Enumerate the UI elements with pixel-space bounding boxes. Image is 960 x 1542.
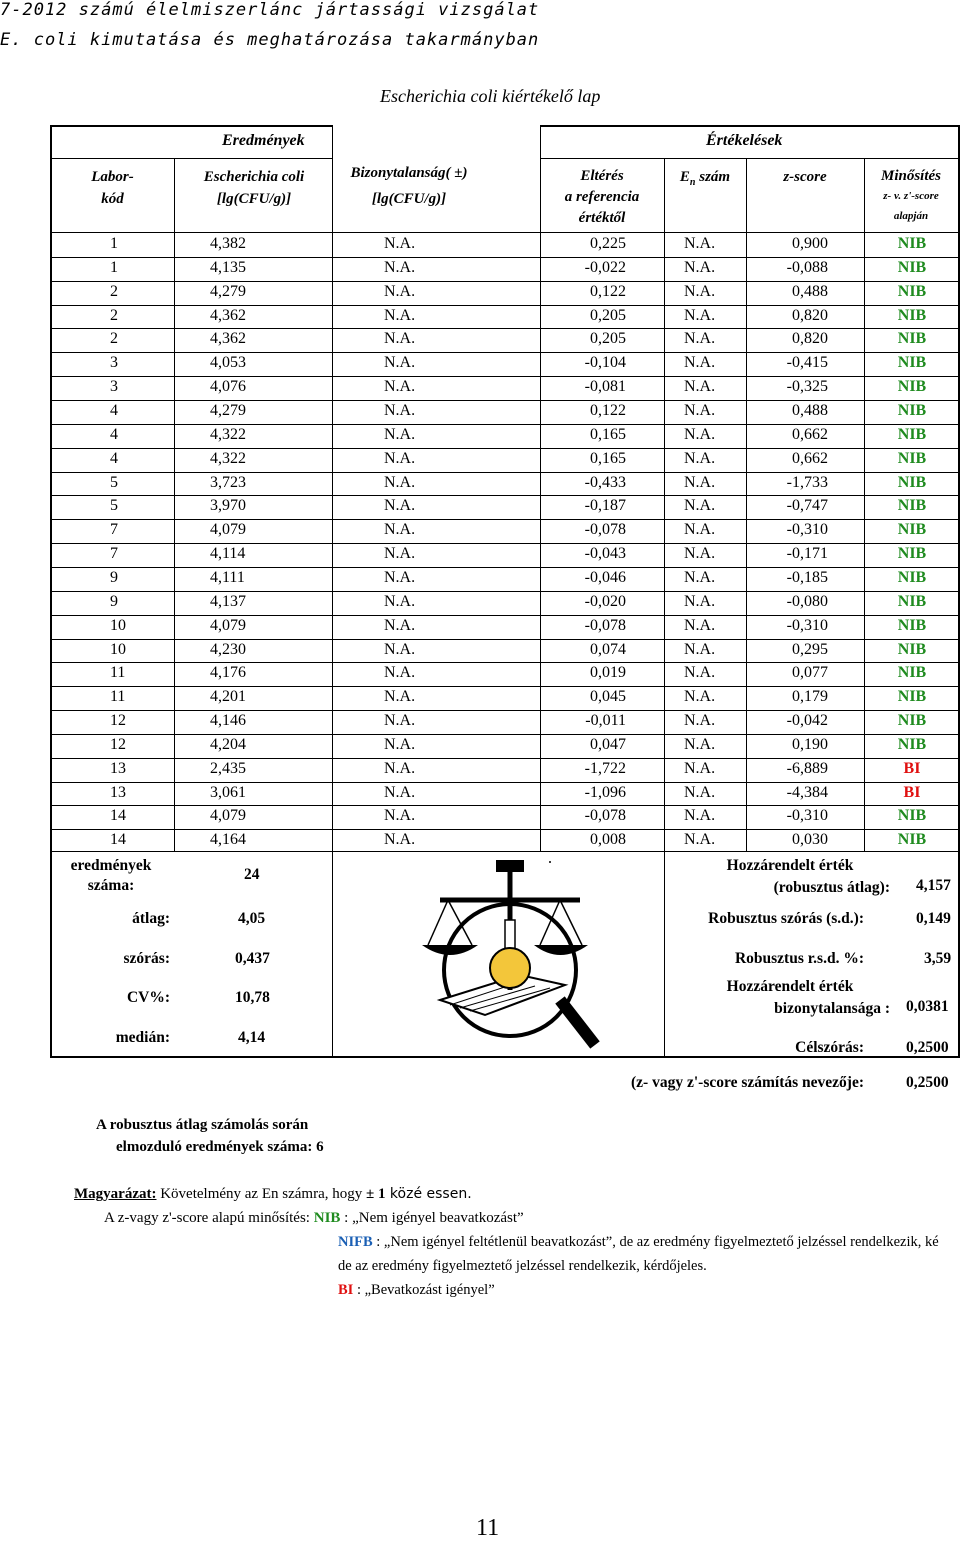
row-divider (50, 686, 960, 687)
uncertainty-cell: N.A. (384, 378, 416, 396)
deviation-cell: 0,205 (590, 306, 626, 324)
qualification-cell: NIB (897, 616, 927, 634)
en-cell: N.A. (684, 235, 716, 252)
assigned-label: Hozzárendelt érték (robusztus átlag): (726, 857, 890, 896)
ecoli-value-cell: 4,146 (210, 712, 246, 729)
uncertainty-cell: N.A. (384, 449, 416, 467)
lab-code-cell: 3 (110, 378, 118, 396)
deviation-cell: -0,022 (584, 258, 626, 276)
qualification-cell: NIB (897, 378, 927, 396)
zscore-cell: -0,185 (786, 568, 828, 586)
en-cell: N.A. (684, 664, 716, 682)
qualification-cell: NIB (897, 592, 927, 610)
zscore-cell: 0,179 (792, 688, 828, 706)
qualification-cell: NIB (897, 449, 927, 467)
sheet-title: Escherichia coli kiértékelő lap (380, 86, 601, 106)
ecoli-value-cell: 4,114 (210, 545, 246, 562)
zscore-cell: -6,889 (786, 759, 828, 777)
qualification-cell: NIB (897, 688, 927, 706)
count-label: eredmények száma: (70, 857, 152, 894)
ecoli-value-cell: 4,362 (210, 306, 246, 324)
uncertainty-cell: N.A. (384, 473, 416, 491)
uncertainty-cell: N.A. (384, 735, 416, 753)
row-divider (50, 710, 960, 711)
en-cell: N.A. (684, 378, 716, 396)
ecoli-value-cell: 4,164 (210, 831, 246, 849)
col-zscore: z-score (783, 169, 827, 185)
deviation-cell: 0,165 (590, 449, 626, 467)
deviation-cell: 0,047 (590, 735, 626, 753)
robust-rsd-label: Robusztus r.s.d. %: (734, 950, 864, 967)
zscore-cell: -0,747 (786, 497, 828, 515)
row-divider (50, 328, 960, 329)
zscore-cell: -0,310 (786, 807, 828, 825)
uncertainty-cell: N.A. (384, 688, 416, 706)
uncertainty-value: 0,0381 (906, 998, 949, 1015)
ecoli-value-cell: 4,204 (210, 735, 246, 753)
deviation-cell: -0,187 (584, 497, 626, 515)
row-divider (50, 495, 960, 496)
ecoli-value-cell: 2,435 (210, 759, 246, 777)
row-divider (50, 257, 960, 258)
lab-code-cell: 14 (110, 807, 126, 825)
qualification-cell: NIB (897, 831, 927, 849)
row-divider (50, 424, 960, 425)
en-cell: N.A. (684, 545, 716, 562)
mean-label: átlag: (132, 910, 170, 927)
zscore-cell: 0,662 (792, 449, 828, 467)
deviation-cell: 0,019 (590, 664, 626, 682)
uncertainty-cell: N.A. (384, 592, 416, 610)
row-divider (50, 639, 960, 640)
ecoli-value-cell: 3,970 (210, 497, 246, 515)
group-results: Eredmények (222, 132, 305, 149)
lab-code-cell: 13 (110, 759, 126, 777)
deviation-cell: -0,078 (584, 616, 626, 634)
ecoli-value-cell: 4,279 (210, 402, 246, 419)
doc-header-line2: E. coli kimutatása és meghatározása takarmányban (0, 30, 540, 50)
lab-code-cell: 4 (110, 449, 118, 467)
en-cell: N.A. (684, 807, 716, 825)
legend-title: Magyarázat: (74, 1186, 157, 1202)
row-divider (50, 805, 960, 806)
zscore-cell: 0,900 (792, 235, 828, 252)
page-number: 11 (476, 1515, 500, 1541)
lab-code-cell: 7 (110, 521, 118, 539)
target-sd-label: Célszórás: (795, 1039, 864, 1056)
uncertainty-cell: N.A. (384, 640, 416, 658)
zscore-cell: 0,662 (792, 425, 828, 443)
lab-code-cell: 2 (110, 330, 118, 348)
sd-label: szórás: (123, 950, 170, 967)
deviation-cell: -0,011 (585, 712, 626, 729)
legend-line1: Magyarázat: Követelmény az En számra, hogy ± 1 közé essen. (74, 1186, 472, 1202)
en-cell: N.A. (684, 449, 716, 467)
uncertainty-cell: N.A. (384, 831, 416, 849)
row-divider (50, 376, 960, 377)
qualification-cell: NIB (897, 807, 927, 825)
ecoli-value-cell: 4,076 (210, 378, 246, 396)
uncertainty-cell: N.A. (384, 282, 416, 300)
robust-note-line1: A robusztus átlag számolás során (96, 1117, 309, 1133)
lab-code-cell: 7 (110, 545, 118, 562)
lab-code-cell: 5 (110, 473, 118, 491)
row-divider (50, 615, 960, 616)
row-divider (50, 472, 960, 473)
count-value: 24 (244, 866, 260, 883)
qualification-cell: NIB (897, 640, 927, 658)
en-cell: N.A. (684, 497, 716, 515)
ecoli-value-cell: 3,061 (210, 783, 246, 801)
legend-line5: BI : „Bevatkozást igényel” (338, 1282, 495, 1298)
ecoli-value-cell: 4,279 (210, 282, 246, 300)
deviation-cell: 0,225 (590, 235, 626, 252)
uncertainty-cell: N.A. (384, 712, 416, 729)
zscore-cell: 0,488 (792, 282, 828, 300)
assigned-value: 4,157 (916, 877, 951, 894)
en-cell: N.A. (684, 712, 716, 729)
lab-code-cell: 1 (110, 235, 118, 252)
qualification-cell: NIB (897, 545, 927, 562)
ecoli-value-cell: 4,230 (210, 640, 246, 658)
en-cell: N.A. (684, 688, 716, 706)
qualification-cell: NIB (897, 425, 927, 443)
en-cell: N.A. (684, 330, 716, 348)
zscore-cell: -0,310 (786, 616, 828, 634)
legend-line2: A z-vagy z'-score alapú minősítés: NIB : „Nem igényel beavatkozást” (104, 1210, 524, 1226)
en-cell: N.A. (684, 354, 716, 372)
lab-code-cell: 14 (110, 831, 126, 849)
row-divider (50, 400, 960, 401)
uncertainty-cell: N.A. (384, 616, 416, 634)
lab-code-cell: 11 (110, 688, 126, 706)
deviation-cell: -0,104 (584, 354, 626, 372)
deviation-cell: 0,122 (590, 282, 626, 300)
ecoli-value-cell: 4,322 (210, 449, 246, 467)
robust-note-line2: elmozduló eredmények száma: 6 (116, 1139, 324, 1155)
robust-sd-label: Robusztus szórás (s.d.): (708, 910, 864, 927)
zscore-cell: -1,733 (786, 473, 828, 491)
qualification-cell: NIB (897, 402, 927, 419)
group-evaluations: Értékelések (706, 132, 783, 149)
qualification-cell: NIB (897, 282, 927, 300)
zscore-cell: -0,042 (786, 712, 828, 729)
col-qualification: Minősítés z- v. z'-score alapján (880, 168, 941, 222)
uncertainty-cell: N.A. (384, 235, 416, 252)
col-lab: Labor- kód (91, 169, 134, 207)
qualification-cell: NIB (897, 735, 927, 753)
ecoli-value-cell: 4,322 (210, 425, 246, 443)
uncertainty-cell: N.A. (384, 521, 416, 539)
en-cell: N.A. (684, 640, 716, 658)
zscore-cell: -4,384 (786, 783, 828, 801)
zscore-cell: 0,190 (792, 735, 828, 753)
lab-code-cell: 12 (110, 712, 126, 729)
zscore-cell: -0,080 (786, 592, 828, 610)
en-cell: N.A. (684, 473, 716, 491)
uncertainty-cell: N.A. (384, 258, 416, 276)
row-divider (50, 305, 960, 306)
ecoli-value-cell: 3,723 (210, 473, 246, 491)
deviation-cell: -1,096 (584, 783, 626, 801)
lab-code-cell: 2 (110, 282, 118, 300)
zscore-cell: -0,171 (786, 545, 828, 562)
qualification-cell: NIB (897, 354, 927, 372)
uncertainty-cell: N.A. (384, 306, 416, 324)
row-divider (50, 734, 960, 735)
lab-code-cell: 3 (110, 354, 118, 372)
mean-value: 4,05 (238, 910, 266, 927)
deviation-cell: 0,074 (590, 640, 626, 658)
lab-code-cell: 10 (110, 616, 126, 634)
zscore-cell: 0,295 (792, 640, 828, 658)
lab-code-cell: 11 (110, 664, 126, 682)
qualification-cell: NIB (897, 568, 927, 586)
zscore-cell: -0,310 (786, 521, 828, 539)
median-value: 4,14 (238, 1029, 266, 1046)
row-divider (50, 567, 960, 568)
bi-code: BI (338, 1282, 354, 1298)
ecoli-value-cell: 4,111 (210, 568, 245, 586)
en-cell: N.A. (684, 616, 716, 634)
deviation-cell: -0,081 (584, 378, 626, 396)
cv-value: 10,78 (235, 989, 270, 1006)
ecoli-value-cell: 4,079 (210, 616, 246, 634)
row-divider (50, 782, 960, 783)
ecoli-value-cell: 4,079 (210, 807, 246, 825)
row-divider (50, 829, 960, 830)
en-cell: N.A. (684, 831, 716, 849)
row-divider (50, 519, 960, 520)
qualification-cell: BI (903, 759, 921, 777)
deviation-cell: -0,046 (584, 568, 626, 586)
robust-sd-value: 0,149 (916, 910, 951, 927)
deviation-cell: -0,043 (584, 545, 626, 562)
ecoli-value-cell: 4,053 (210, 354, 246, 372)
denominator-label: (z- vagy z'-score számítás nevezője: (631, 1074, 864, 1091)
target-sd-value: 0,2500 (906, 1039, 949, 1056)
en-cell: N.A. (684, 735, 716, 753)
en-cell: N.A. (684, 521, 716, 539)
deviation-cell: -0,433 (584, 473, 626, 491)
lab-code-cell: 4 (110, 425, 118, 443)
zscore-cell: -0,415 (786, 354, 828, 372)
ecoli-value-cell: 4,362 (210, 330, 246, 348)
uncertainty-cell: N.A. (384, 497, 416, 515)
col-deviation: Eltérés a referencia értéktől (564, 168, 640, 226)
median-label: medián: (115, 1029, 170, 1046)
qualification-cell: NIB (897, 235, 927, 252)
qualification-cell: NIB (897, 664, 927, 682)
lab-code-cell: 2 (110, 306, 118, 324)
col-uncertainty: Bizonytalanság( ±) [lg(CFU/g)] (350, 165, 468, 207)
lab-code-cell: 5 (110, 497, 118, 515)
en-cell: N.A. (684, 306, 716, 324)
en-cell: N.A. (684, 759, 716, 777)
ecoli-value-cell: 4,176 (210, 664, 246, 682)
uncertainty-cell: N.A. (384, 402, 416, 419)
qualification-cell: NIB (897, 258, 927, 276)
deviation-cell: 0,045 (590, 688, 626, 706)
deviation-cell: 0,008 (590, 831, 626, 849)
sd-value: 0,437 (235, 950, 270, 967)
uncertainty-cell: N.A. (384, 354, 416, 372)
denominator-value: 0,2500 (906, 1074, 949, 1091)
doc-header-line1: 7-2012 számú élelmiszerlánc jártassági vizsgálat (0, 0, 540, 20)
row-divider (50, 543, 960, 544)
deviation-cell: -0,078 (584, 521, 626, 539)
col-ecoli: Escherichia coli [lg(CFU/g)] (203, 169, 305, 207)
uncertainty-cell: N.A. (384, 759, 416, 777)
en-cell: N.A. (684, 592, 716, 610)
row-divider (50, 281, 960, 282)
qualification-cell: NIB (897, 712, 927, 729)
lab-code-cell: 13 (110, 783, 126, 801)
zscore-cell: 0,077 (792, 664, 828, 682)
uncertainty-cell: N.A. (384, 664, 416, 682)
row-divider (50, 758, 960, 759)
legend-line3: NIFB : „Nem igényel feltétlenül beavatkozást”, de az eredmény figyelmeztető jelzéssel rendelkezik, ké (338, 1234, 939, 1250)
qualification-cell: BI (903, 783, 921, 801)
zscore-cell: 0,030 (792, 831, 828, 849)
uncertainty-cell: N.A. (384, 330, 416, 348)
deviation-cell: -0,078 (584, 807, 626, 825)
lab-code-cell: 9 (110, 592, 118, 610)
row-divider (50, 448, 960, 449)
uncertainty-cell: N.A. (384, 545, 416, 562)
qualification-cell: NIB (897, 521, 927, 539)
en-cell: N.A. (684, 783, 716, 801)
lab-code-cell: 12 (110, 735, 126, 753)
qualification-cell: NIB (897, 473, 927, 491)
row-divider (50, 591, 960, 592)
row-divider (50, 662, 960, 663)
qualification-cell: NIB (897, 306, 927, 324)
uncertainty-cell: N.A. (384, 425, 416, 443)
lab-code-cell: 10 (110, 640, 126, 658)
ecoli-value-cell: 4,079 (210, 521, 246, 539)
en-cell: N.A. (684, 258, 716, 276)
uncertainty-cell: N.A. (384, 568, 416, 586)
ecoli-value-cell: 4,382 (210, 235, 246, 252)
ecoli-value-cell: 4,137 (210, 592, 246, 610)
deviation-cell: 0,165 (590, 425, 626, 443)
uncertainty-cell: N.A. (384, 783, 416, 801)
cv-label: CV%: (126, 989, 170, 1006)
qualification-cell: NIB (897, 497, 927, 515)
lab-code-cell: 1 (110, 258, 118, 276)
deviation-cell: -0,020 (584, 592, 626, 610)
en-cell: N.A. (684, 568, 716, 586)
deviation-cell: 0,122 (590, 402, 626, 419)
qualification-cell: NIB (897, 330, 927, 348)
en-cell: N.A. (684, 282, 716, 300)
en-cell: N.A. (684, 425, 716, 443)
uncertainty-label: Hozzárendelt érték bizonytalansága : (726, 978, 890, 1017)
zscore-cell: 0,488 (792, 402, 828, 419)
zscore-cell: -0,325 (786, 378, 828, 396)
scales-logo (400, 860, 600, 1050)
lab-code-cell: 9 (110, 568, 118, 586)
deviation-cell: -1,722 (584, 759, 626, 777)
legend-line4: de az eredmény figyelmeztető jelzéssel rendelkezik, kérdőjeles. (338, 1258, 707, 1274)
zscore-cell: 0,820 (792, 306, 828, 324)
deviation-cell: 0,205 (590, 330, 626, 348)
zscore-cell: 0,820 (792, 330, 828, 348)
ecoli-value-cell: 4,135 (210, 258, 246, 276)
nifb-code: NIFB (338, 1234, 373, 1250)
nib-code: NIB (313, 1210, 341, 1226)
en-cell: N.A. (684, 402, 716, 419)
row-divider (50, 352, 960, 353)
zscore-cell: -0,088 (786, 258, 828, 276)
ecoli-value-cell: 4,201 (210, 688, 246, 706)
lab-code-cell: 4 (110, 402, 118, 419)
robust-rsd-value: 3,59 (924, 950, 952, 967)
uncertainty-cell: N.A. (384, 807, 416, 825)
col-en: $E_n$ szám (679, 169, 731, 188)
